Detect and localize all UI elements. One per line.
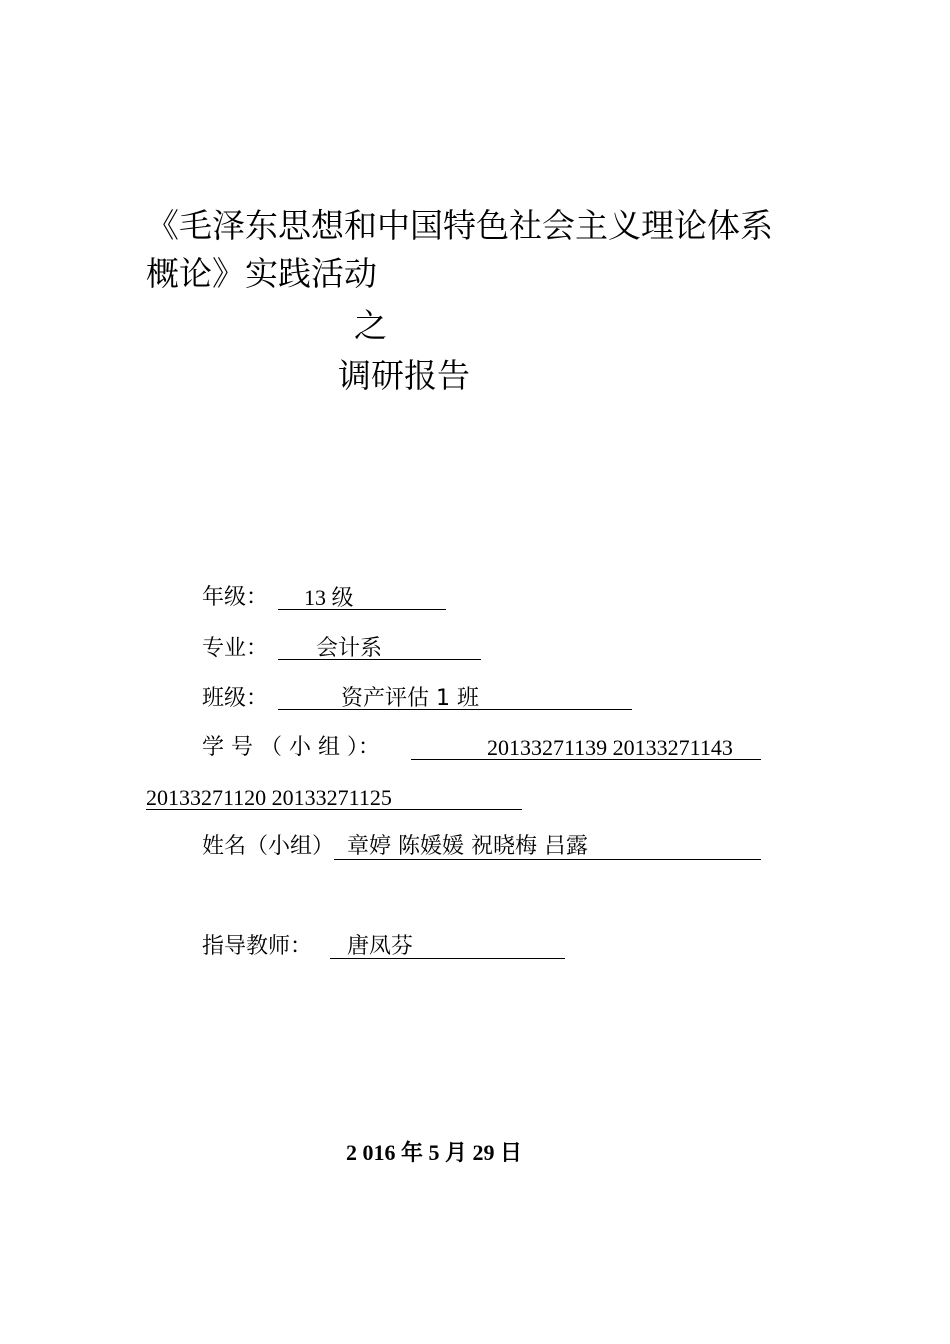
report-date: 2 016 年 5 月 29 日 bbox=[346, 1140, 523, 1165]
title-line-3: 之 bbox=[354, 306, 387, 345]
grade-underline bbox=[278, 609, 446, 610]
class-underline bbox=[278, 709, 632, 710]
student-ids-underline-2 bbox=[146, 809, 522, 810]
grade-label: 年级： bbox=[202, 585, 269, 610]
major-value: 会计系 bbox=[316, 636, 383, 661]
title-line-1: 《毛泽东思想和中国特色社会主义理论体系 bbox=[146, 206, 773, 245]
student-ids-value-2: 20133271120 20133271125 bbox=[146, 785, 392, 810]
title-line-4: 调研报告 bbox=[338, 356, 470, 395]
advisor-value: 唐凤芬 bbox=[347, 934, 414, 959]
names-underline bbox=[334, 859, 761, 860]
class-value: 资产评估 1 班 bbox=[341, 686, 479, 711]
student-ids-value-1: 20133271139 20133271143 bbox=[487, 735, 733, 760]
advisor-label: 指导教师： bbox=[202, 934, 313, 959]
major-label: 专业： bbox=[202, 636, 269, 661]
title-line-2: 概论》实践活动 bbox=[146, 254, 377, 293]
student-ids-underline-1 bbox=[411, 759, 761, 760]
student-ids-label: 学 号 （ 小 组 ）： bbox=[202, 735, 380, 760]
grade-value: 13 级 bbox=[304, 585, 354, 610]
names-label: 姓名（小组） bbox=[202, 834, 335, 859]
major-underline bbox=[278, 659, 481, 660]
advisor-underline bbox=[330, 958, 565, 959]
names-value: 章婷 陈媛媛 祝晓梅 吕露 bbox=[347, 834, 588, 859]
class-label: 班级： bbox=[202, 686, 269, 711]
